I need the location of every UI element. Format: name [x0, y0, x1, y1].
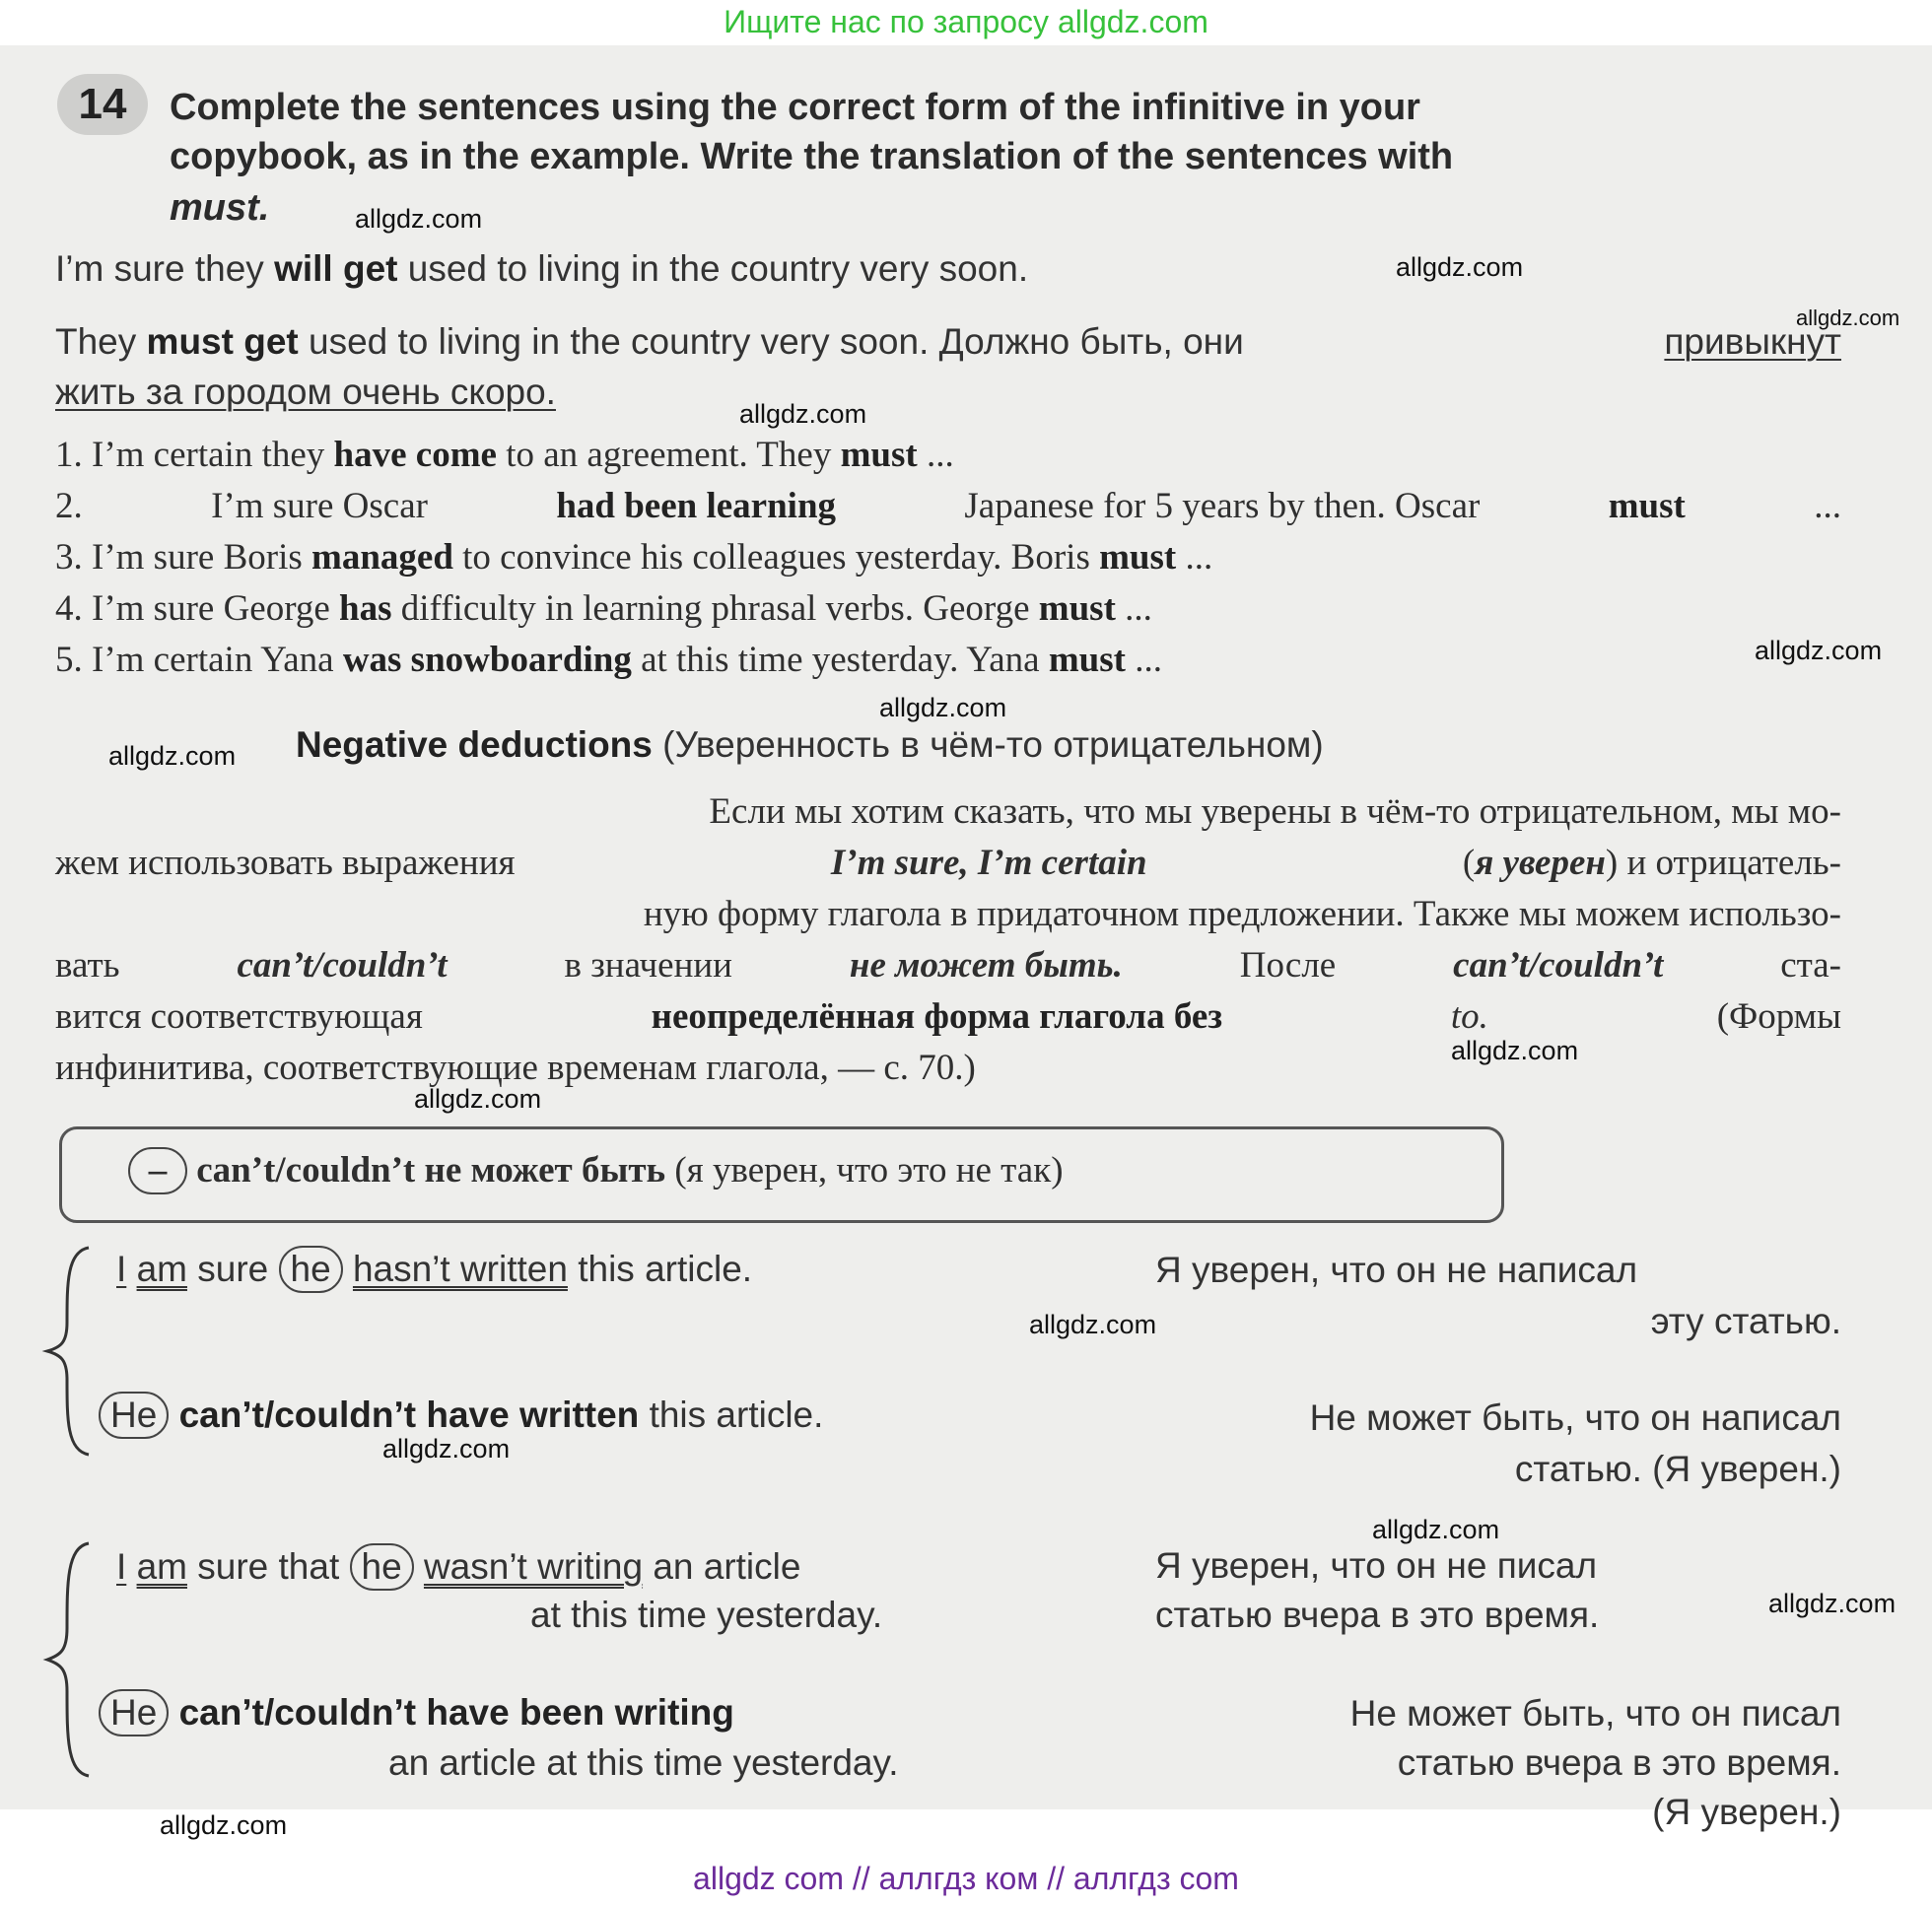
- rule-paragraph-line-2: жем использовать выражения I’m sure, I’m certain (я уверен) и отрицатель-: [55, 843, 1841, 883]
- watermark: allgdz.com: [1029, 1310, 1157, 1339]
- top-banner[interactable]: Ищите нас по запросу allgdz.com: [724, 4, 1208, 39]
- bottom-banner[interactable]: allgdz com // аллгдз ком // аллгдз com: [693, 1861, 1239, 1896]
- exercise-item-4: 4. I’m sure George has difficulty in learning phrasal verbs. George must ...: [55, 588, 1152, 629]
- watermark: allgdz.com: [160, 1810, 288, 1840]
- task-number-badge: 14: [57, 74, 148, 135]
- watermark: allgdz.com: [1372, 1515, 1500, 1544]
- watermark: allgdz.com: [1796, 306, 1900, 330]
- example-2-translation-b3: (Я уверен.): [1652, 1792, 1841, 1832]
- example-sentence-2: They must get used to living in the country very soon. Должно быть, они привыкнут: [55, 321, 1841, 362]
- example-2-positive-line-2: at this time yesterday.: [530, 1595, 883, 1635]
- example-1-translation-b1: Не может быть, что он написал: [1309, 1397, 1841, 1438]
- example-2-translation-b2: статью вчера в это время.: [1397, 1742, 1841, 1783]
- watermark: allgdz.com: [1451, 1036, 1579, 1065]
- rule-box-text: – can’t/couldn’t не может быть (я уверен, что это не так): [128, 1147, 1064, 1194]
- watermark: allgdz.com: [355, 204, 483, 234]
- watermark: allgdz.com: [1396, 252, 1524, 282]
- example-sentence-1: I’m sure they will get used to living in the country very soon.: [55, 248, 1029, 289]
- exercise-item-3: 3. I’m sure Boris managed to convince his colleagues yesterday. Boris must ...: [55, 537, 1213, 578]
- example-translation-line-2: жить за городом очень скоро.: [55, 372, 556, 412]
- example-2-negative: He can’t/couldn’t have been writing: [99, 1689, 734, 1736]
- watermark: allgdz.com: [739, 399, 867, 429]
- rule-paragraph-line-5: вится соответствующая неопределённая форма глагола без to. (Формы: [55, 996, 1841, 1037]
- rule-paragraph-line-3: ную форму глагола в придаточном предложении. Также мы можем использо-: [643, 894, 1841, 934]
- brace-icon: [39, 1244, 99, 1459]
- example-1-negative: He can’t/couldn’t have written this article.: [99, 1392, 823, 1439]
- section-heading: Negative deductions (Уверенность в чём-то отрицательном): [296, 724, 1324, 765]
- watermark: allgdz.com: [879, 693, 1007, 722]
- example-1-translation-a2: эту статью.: [1650, 1301, 1841, 1341]
- example-2-translation-a2: статью вчера в это время.: [1155, 1595, 1600, 1635]
- watermark: allgdz.com: [1768, 1589, 1897, 1618]
- task-instruction-line-3: must.: [170, 187, 270, 229]
- brace-icon: [39, 1539, 99, 1780]
- minus-sign-icon: –: [128, 1147, 187, 1194]
- task-instruction-line-1: Complete the sentences using the correct form of the infinitive in your: [170, 87, 1420, 128]
- watermark: allgdz.com: [1755, 636, 1883, 665]
- watermark: allgdz.com: [382, 1434, 511, 1464]
- rule-paragraph-line-6: инфинитива, соответствующие временам глагола, — с. 70.): [55, 1048, 976, 1088]
- example-1-translation-a1: Я уверен, что он не написал: [1155, 1250, 1638, 1290]
- watermark: allgdz.com: [108, 741, 237, 771]
- example-2-translation-b1: Не может быть, что он писал: [1349, 1693, 1841, 1734]
- exercise-item-5: 5. I’m certain Yana was snowboarding at this time yesterday. Yana must ...: [55, 640, 1162, 680]
- example-2-positive: I am sure that he wasn’t writing an article: [116, 1543, 800, 1591]
- example-2-translation-a1: Я уверен, что он не писал: [1155, 1545, 1598, 1586]
- exercise-item-2: 2. I’m sure Oscar had been learning Japanese for 5 years by then. Oscar must ...: [55, 486, 1841, 526]
- example-2-negative-line-2: an article at this time yesterday.: [388, 1742, 899, 1783]
- example-1-translation-b2: статью. (Я уверен.): [1514, 1449, 1841, 1489]
- task-instruction-line-2: copybook, as in the example. Write the translation of the sentences with: [170, 136, 1454, 177]
- rule-paragraph-line-1: Если мы хотим сказать, что мы уверены в чём-то отрицательном, мы мо-: [709, 791, 1841, 832]
- exercise-item-1: 1. I’m certain they have come to an agreement. They must ...: [55, 435, 954, 475]
- example-1-positive: I am sure he hasn’t written this article.: [116, 1246, 752, 1293]
- rule-paragraph-line-4: вать can’t/couldn’t в значении не может быть. После can’t/couldn’t ста-: [55, 945, 1841, 986]
- watermark: allgdz.com: [414, 1084, 542, 1114]
